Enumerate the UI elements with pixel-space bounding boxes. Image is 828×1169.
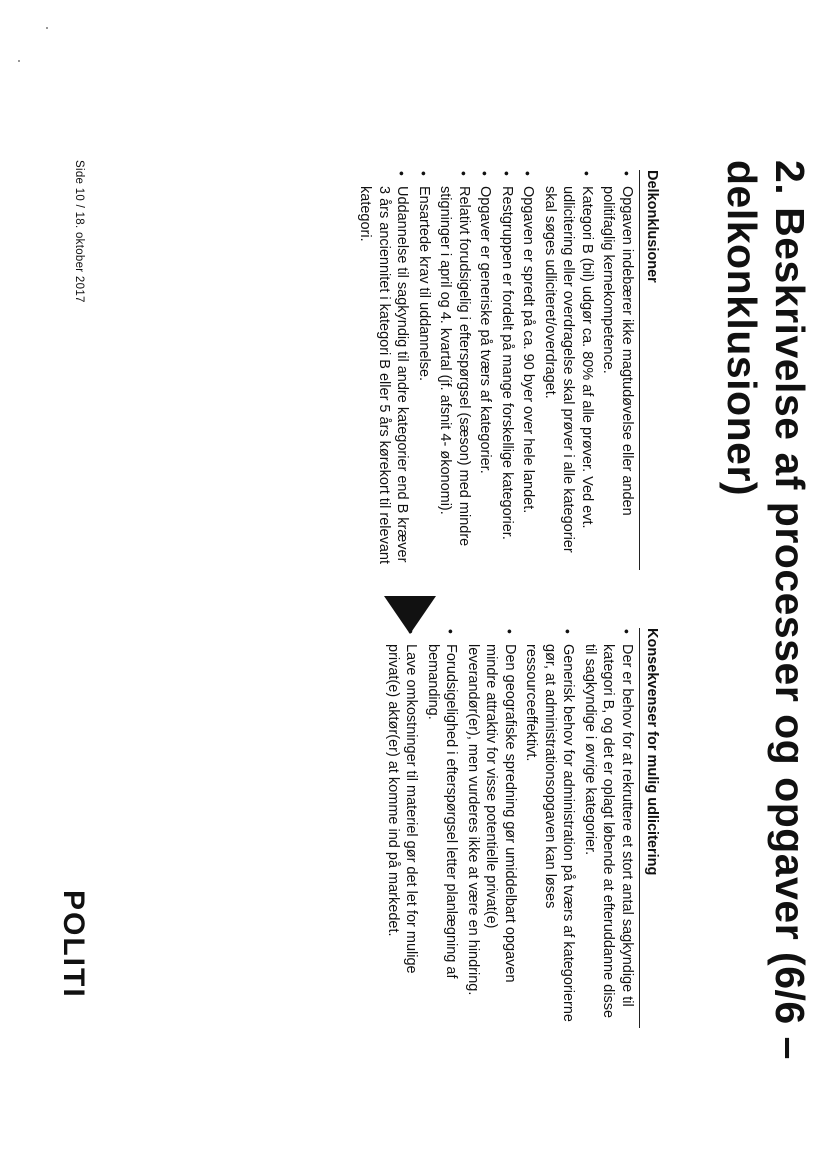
list-item	[424, 628, 461, 1028]
list-item	[384, 628, 421, 1028]
list-item	[356, 170, 412, 570]
list-item	[464, 628, 520, 1028]
bullet-icon: •	[416, 171, 432, 176]
list-item-text: Lave omkostninger til materiel gør det let for mulige privat(e) aktør(er) at komme ind på markedet.	[385, 644, 420, 974]
list-item	[498, 170, 517, 570]
list-item	[581, 628, 637, 1028]
list-item-text: Den geografiske spredning gør umiddelbart opgaven mindre attraktiv for visse potentielle privat(e) leverandør(er), men vurderes ikke at være en hindring.	[465, 644, 518, 996]
bullet-icon: •	[477, 171, 494, 176]
list-item-text: Generisk behov for administration på tværs af kategorierne gør, at administrationsopgaven kan løses ressourceeffektivt.	[523, 644, 577, 1022]
politi-logo: POLITI	[57, 890, 90, 999]
right-column-heading: Konsekvenser for mulig udlicitering	[639, 628, 660, 1028]
bullet-icon: •	[502, 629, 518, 634]
list-item-text: Relativt forudsigelig i efterspørgsel (sæson) med mindre stigninger i april og 4. kvartal (jf. afsnit 4- økonomi).	[437, 186, 472, 547]
bullet-icon: •	[394, 171, 411, 176]
bullet-icon: •	[520, 171, 537, 176]
list-item	[599, 170, 636, 570]
list-item	[415, 170, 434, 570]
list-item	[541, 170, 597, 570]
left-column	[353, 170, 660, 570]
right-bullet-list	[384, 628, 637, 1028]
bullet-icon: •	[499, 171, 515, 176]
left-bullet-list	[356, 170, 636, 570]
left-column-heading: Delkonklusioner	[639, 170, 660, 570]
list-item-text: Uddannelse til sagkyndig til andre kategorier end B kræver 3 års anciennitet i kategori B eller 5 års kørekort til relevant kategori.	[357, 186, 411, 564]
list-item-text: Der er behov for at rekruttere et stort antal sagkyndige til kategori B, og det er oplagt løbende at efteruddanne disse til sagkyndige i øvrige kategorier.	[582, 644, 635, 1019]
bullet-icon: •	[619, 171, 635, 176]
list-item-text: Kategori B (bil) udgør ca. 80% af alle prøver. Ved evt. udlicitering eller overdragelse skal prøver i alle kategorier skal søges udliciteret/overdraget.	[542, 186, 595, 553]
scan-speck	[46, 27, 48, 29]
slide-title: 2. Beskrivelse af processer og opgaver (6/6 – delkonklusioner)	[719, 160, 813, 1060]
list-item	[519, 170, 538, 570]
list-item	[436, 170, 473, 570]
list-item	[476, 170, 495, 570]
bullet-icon: •	[403, 629, 420, 634]
list-item-text: Forudsigelighed i efterspørgsel letter planlægning af bemanding.	[425, 644, 460, 979]
list-item-text: Restgruppen er fordelt på mange forskellige kategorier.	[499, 186, 515, 540]
bullet-icon: •	[619, 629, 635, 634]
bullet-icon: •	[443, 629, 460, 634]
list-item-text: Opgaver er generiske på tværs af kategorier.	[477, 186, 494, 474]
list-item-text: Opgaven er spredt på ca. 90 byer over hele landet.	[520, 186, 537, 514]
right-column	[381, 628, 661, 1028]
scan-speck	[18, 60, 20, 62]
bullet-icon: •	[560, 629, 577, 634]
bullet-icon: •	[456, 171, 472, 176]
page-footer: Side 10 / 18. oktober 2017	[73, 160, 85, 303]
list-item-text: Ensartede krav til uddannelse.	[416, 186, 432, 382]
bullet-icon: •	[579, 171, 595, 176]
list-item-text: Opgaven indebærer ikke magtudøvelse eller anden politifaglig kernekompetence.	[600, 186, 635, 516]
list-item	[522, 628, 578, 1028]
